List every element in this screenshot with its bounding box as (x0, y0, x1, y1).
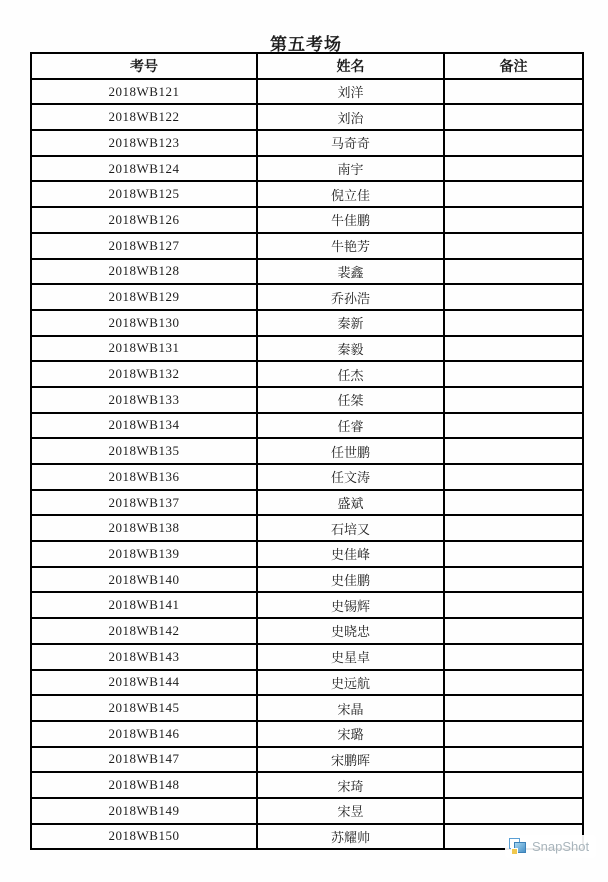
table-row (31, 618, 583, 644)
table-row (31, 490, 583, 516)
exam-no-cell: 2018WB127 (31, 233, 257, 259)
name-cell: 任世鹏 (257, 438, 444, 464)
table-row (31, 772, 583, 798)
remark-cell (444, 747, 583, 773)
exam-no-cell: 2018WB141 (31, 592, 257, 618)
name-cell: 乔孙浩 (257, 284, 444, 310)
table-row (31, 233, 583, 259)
remark-cell (444, 490, 583, 516)
name-cell: 马奇奇 (257, 130, 444, 156)
table-row (31, 464, 583, 490)
header-row (31, 53, 583, 79)
exam-no-cell: 2018WB125 (31, 181, 257, 207)
remark-cell (444, 130, 583, 156)
remark-cell (444, 772, 583, 798)
table-row (31, 515, 583, 541)
name-cell: 刘洋 (257, 79, 444, 105)
name-cell: 刘治 (257, 104, 444, 130)
name-cell: 牛佳鹏 (257, 207, 444, 233)
table-row (31, 336, 583, 362)
exam-no-cell: 2018WB121 (31, 79, 257, 105)
exam-no-cell: 2018WB147 (31, 747, 257, 773)
table-body (31, 79, 583, 850)
name-cell: 南宇 (257, 156, 444, 182)
name-cell: 盛斌 (257, 490, 444, 516)
snapshot-label: SnapShot (532, 839, 590, 854)
column-header-name: 姓名 (257, 53, 444, 79)
exam-no-cell: 2018WB139 (31, 541, 257, 567)
name-cell: 石培又 (257, 515, 444, 541)
remark-cell (444, 413, 583, 439)
remark-cell (444, 233, 583, 259)
remark-cell (444, 515, 583, 541)
name-cell: 任文涛 (257, 464, 444, 490)
table-row (31, 413, 583, 439)
exam-no-cell: 2018WB129 (31, 284, 257, 310)
table-row (31, 567, 583, 593)
table-row (31, 156, 583, 182)
name-cell: 宋昱 (257, 798, 444, 824)
table-row (31, 747, 583, 773)
exam-no-cell: 2018WB144 (31, 670, 257, 696)
name-cell: 史锡辉 (257, 592, 444, 618)
remark-cell (444, 336, 583, 362)
table-row (31, 130, 583, 156)
remark-cell (444, 464, 583, 490)
remark-cell (444, 695, 583, 721)
remark-cell (444, 207, 583, 233)
remark-cell (444, 721, 583, 747)
name-cell: 宋鹏晖 (257, 747, 444, 773)
exam-no-cell: 2018WB135 (31, 438, 257, 464)
exam-no-cell: 2018WB133 (31, 387, 257, 413)
exam-no-cell: 2018WB143 (31, 644, 257, 670)
exam-no-cell: 2018WB130 (31, 310, 257, 336)
name-cell: 史佳鹏 (257, 567, 444, 593)
remark-cell (444, 438, 583, 464)
name-cell: 宋晶 (257, 695, 444, 721)
name-cell: 任杰 (257, 361, 444, 387)
exam-no-cell: 2018WB122 (31, 104, 257, 130)
name-cell: 倪立佳 (257, 181, 444, 207)
table-row (31, 361, 583, 387)
remark-cell (444, 79, 583, 105)
snapshot-watermark[interactable] (505, 835, 596, 858)
column-header-exam-no: 考号 (31, 53, 257, 79)
name-cell: 牛艳芳 (257, 233, 444, 259)
name-cell: 史星卓 (257, 644, 444, 670)
remark-cell (444, 104, 583, 130)
exam-no-cell: 2018WB142 (31, 618, 257, 644)
column-header-remark: 备注 (444, 53, 583, 79)
snapshot-icon-page (511, 848, 518, 855)
name-cell: 宋璐 (257, 721, 444, 747)
exam-no-cell: 2018WB146 (31, 721, 257, 747)
exam-no-cell: 2018WB145 (31, 695, 257, 721)
name-cell: 裴鑫 (257, 259, 444, 285)
exam-no-cell: 2018WB138 (31, 515, 257, 541)
table-row (31, 541, 583, 567)
remark-cell (444, 310, 583, 336)
exam-no-cell: 2018WB148 (31, 772, 257, 798)
name-cell: 史晓忠 (257, 618, 444, 644)
name-cell: 宋琦 (257, 772, 444, 798)
exam-no-cell: 2018WB134 (31, 413, 257, 439)
table-row (31, 644, 583, 670)
remark-cell (444, 670, 583, 696)
exam-roster-table (30, 52, 584, 850)
exam-no-cell: 2018WB149 (31, 798, 257, 824)
table-row (31, 310, 583, 336)
remark-cell (444, 592, 583, 618)
name-cell: 任桀 (257, 387, 444, 413)
page-title: 第五考场 (270, 35, 342, 54)
exam-no-cell: 2018WB132 (31, 361, 257, 387)
remark-cell (444, 156, 583, 182)
name-cell: 任睿 (257, 413, 444, 439)
name-cell: 史佳峰 (257, 541, 444, 567)
exam-no-cell: 2018WB137 (31, 490, 257, 516)
remark-cell (444, 181, 583, 207)
name-cell: 苏耀帅 (257, 824, 444, 850)
snapshot-icon (509, 838, 527, 855)
remark-cell (444, 567, 583, 593)
table-row (31, 79, 583, 105)
table-row (31, 592, 583, 618)
table-row (31, 824, 583, 850)
exam-no-cell: 2018WB150 (31, 824, 257, 850)
name-cell: 秦新 (257, 310, 444, 336)
exam-no-cell: 2018WB124 (31, 156, 257, 182)
exam-no-cell: 2018WB140 (31, 567, 257, 593)
table-row (31, 670, 583, 696)
remark-cell (444, 387, 583, 413)
table-row (31, 721, 583, 747)
table-row (31, 259, 583, 285)
exam-no-cell: 2018WB136 (31, 464, 257, 490)
table-row (31, 695, 583, 721)
table-row (31, 284, 583, 310)
remark-cell (444, 284, 583, 310)
remark-cell (444, 361, 583, 387)
remark-cell (444, 259, 583, 285)
remark-cell (444, 618, 583, 644)
exam-no-cell: 2018WB123 (31, 130, 257, 156)
table-row (31, 104, 583, 130)
table-row (31, 798, 583, 824)
remark-cell (444, 541, 583, 567)
remark-cell (444, 798, 583, 824)
table-row (31, 181, 583, 207)
table-row (31, 387, 583, 413)
table-row (31, 207, 583, 233)
name-cell: 史远航 (257, 670, 444, 696)
table-row (31, 438, 583, 464)
exam-no-cell: 2018WB128 (31, 259, 257, 285)
exam-no-cell: 2018WB126 (31, 207, 257, 233)
name-cell: 秦毅 (257, 336, 444, 362)
remark-cell (444, 644, 583, 670)
exam-no-cell: 2018WB131 (31, 336, 257, 362)
